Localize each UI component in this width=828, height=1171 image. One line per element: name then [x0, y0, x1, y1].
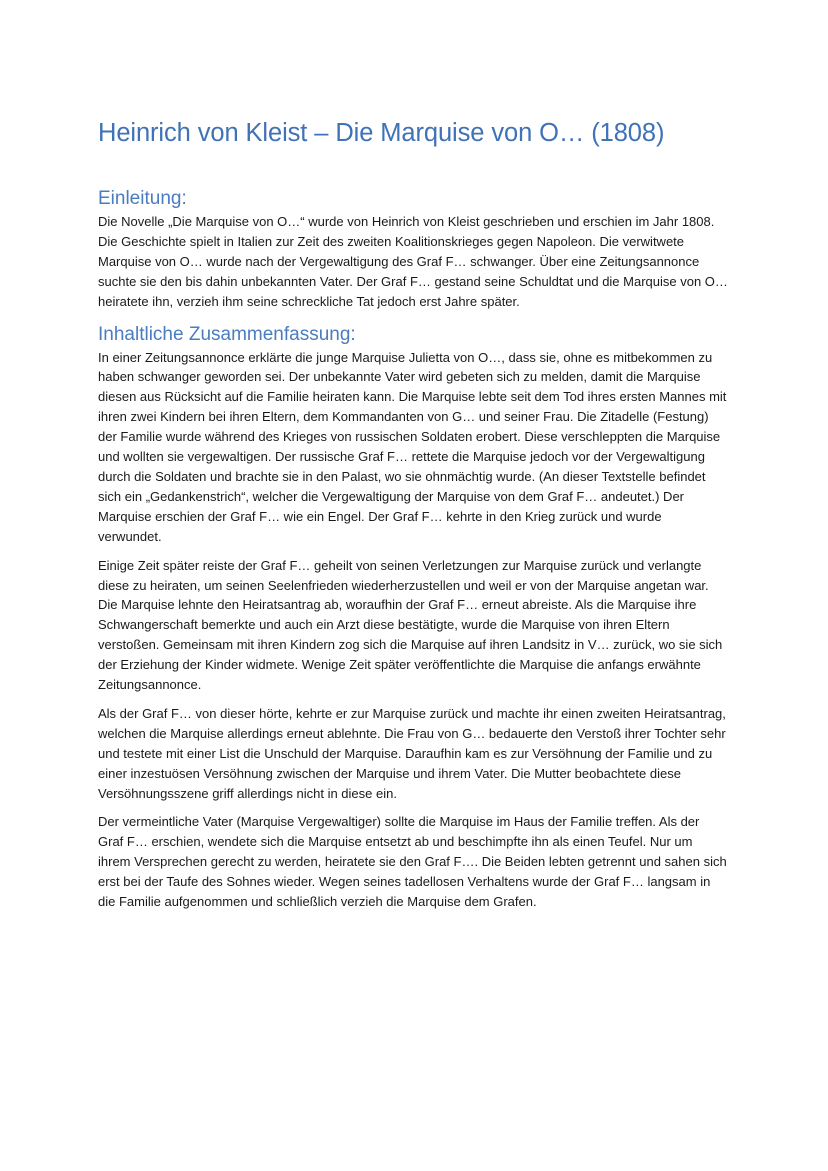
intro-section	[98, 186, 728, 312]
summary-paragraph: In einer Zeitungsannonce erklärte die junge Marquise Julietta von O…, dass sie, ohne es mitbekommen zu haben schwanger geworden sei. Der unbekannte Vater wird gebeten sich zu melden, damit die Marquise diesen aus Rücksicht auf die Familie heiraten kann. Die Marquise lebte seit dem Tod ihres ersten Mannes mit ihren zwei Kindern bei ihren Eltern, dem Kommandanten von G… und seiner Frau. Die Zitadelle (Festung) der Familie wurde während des Krieges von russischen Soldaten erobert. Diese verschleppten die Marquise und wollten sie vergewaltigen. Der russische Graf F… rettete die Marquise jedoch vor der Vergewaltigung durch die Soldaten und brachte sie in den Palast, wo sie ohnmächtig wurde. (An dieser Textstelle befindet sich ein „Gedankenstrich“, welcher die Vergewaltigung der Marquise von dem Graf F… andeutet.) Der Marquise erschien der Graf F… wie ein Engel. Der Graf F… kehrte in den Krieg zurück und wurde verwundet.	[98, 349, 727, 544]
intro-heading: Einleitung:	[98, 188, 187, 209]
intro-paragraph: Die Novelle „Die Marquise von O…“ wurde von Heinrich von Kleist geschrieben und erschien im Jahr 1808. Die Geschichte spielt in Italien zur Zeit des zweiten Koalitionskrieges gegen Napoleon. Die verwitwete Marquise von O… wurde nach der Vergewaltigung des Graf F… schwanger. Über eine Zeitungsannonce suchte sie den bis dahin unbekannten Vater. Der Graf F… gestand seine Schuldtat und die Marquise von O… heiratete ihn, verzieh ihm seine schreckliche Tat jedoch erst Jahre später.	[98, 214, 728, 309]
summary-section	[98, 322, 728, 912]
document-title: Heinrich von Kleist – Die Marquise von O… (1808)	[98, 119, 665, 147]
document-body	[98, 114, 728, 921]
summary-paragraph: Als der Graf F… von dieser hörte, kehrte er zur Marquise zurück und machte ihr einen zweiten Heiratsantrag, welchen die Marquise allerdings erneut ablehnte. Die Frau von G… bedauerte den Verstoß ihrer Tochter sehr und testete mit einer List die Unschuld der Marquise. Daraufhin kam es zur Versöhnung der Familie und zu einer inzestuösen Versöhnung zwischen der Marquise und ihrem Vater. Die Mutter beobachtete diese Versöhnungsszene griff allerdings nicht in diese ein.	[98, 705, 726, 801]
summary-paragraph: Der vermeintliche Vater (Marquise Vergewaltiger) sollte die Marquise im Haus der Familie treffen. Als der Graf F… erschien, wendete sich die Marquise entsetzt ab und beschimpfte ihn als einen Teufel. Nur um ihrem Versprechen gerecht zu werden, heiratete sie den Graf F…. Die Beiden lebten getrennt und sahen sich erst bei der Taufe des Sohnes wieder. Wegen seines tadellosen Verhaltens wurde der Graf F… langsam in die Familie aufgenommen und schließlich verzieh die Marquise dem Grafen.	[98, 814, 727, 910]
summary-paragraph: Einige Zeit später reiste der Graf F… geheilt von seinen Verletzungen zur Marquise zurück und verlangte diese zu heiraten, um seinen Seelenfrieden wiederherzustellen und weil er von der Marquise angetan war. Die Marquise lehnte den Heiratsantrag ab, woraufhin der Graf F… erneut abreiste. Als die Marquise ihre Schwangerschaft bemerkte und auch ein Arzt diese bestätigte, wurde die Marquise von ihren Eltern verstoßen. Gemeinsam mit ihren Kindern zog sich die Marquise auf ihren Landsitz in V… zurück, wo sie sich der Erziehung der Kinder widmete. Wenige Zeit später veröffentlichte die Marquise die anfangs erwähnte Zeitungsannonce.	[98, 557, 723, 693]
summary-heading: Inhaltliche Zusammenfassung:	[98, 323, 356, 345]
